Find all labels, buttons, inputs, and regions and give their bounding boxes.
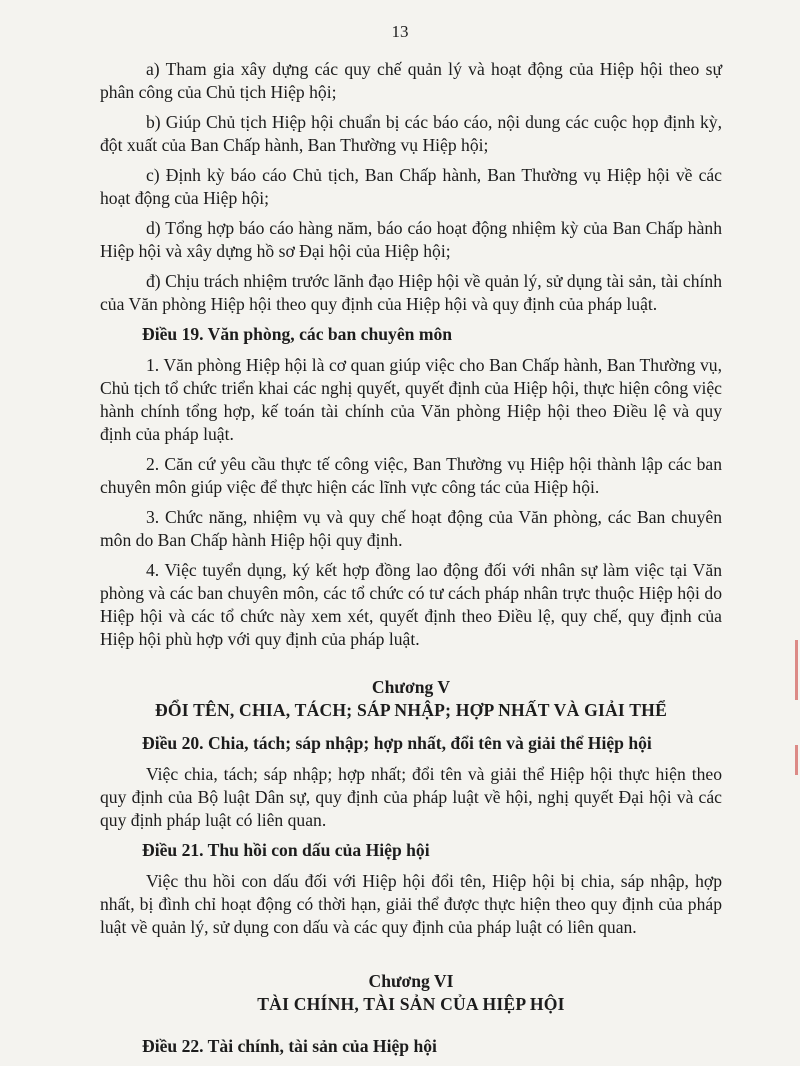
article-21-title: Điều 21. Thu hồi con dấu của Hiệp hội [142, 840, 430, 860]
scan-edge-mark [795, 640, 798, 700]
paragraph-18a: a) Tham gia xây dựng các quy chế quản lý và hoạt động của Hiệp hội theo sự phân công của Chủ tịch Hiệp hội; [100, 59, 722, 102]
article-19-clause-4: 4. Việc tuyển dụng, ký kết hợp đồng lao động đối với nhân sự làm việc tại Văn phòng và các ban chuyên môn, các tổ chức có tư cách pháp nhân trực thuộc Hiệp hội do Hiệp hội và các tổ chức này xem xét, quyết định theo Điều lệ, quy chế, quy định của Hiệp hội phù hợp với quy định của pháp luật. [100, 560, 722, 649]
paragraph-18b: b) Giúp Chủ tịch Hiệp hội chuẩn bị các báo cáo, nội dung các cuộc họp định kỳ, đột xuất của Ban Chấp hành, Ban Thường vụ Hiệp hội; [100, 112, 722, 155]
paragraph-18dd: đ) Chịu trách nhiệm trước lãnh đạo Hiệp hội về quản lý, sử dụng tài sản, tài chính của Văn phòng Hiệp hội theo quy định của Hiệp hội và quy định của pháp luật. [100, 271, 722, 314]
paragraph-18d: d) Tổng hợp báo cáo hàng năm, báo cáo hoạt động nhiệm kỳ của Ban Chấp hành Hiệp hội và xây dựng hồ sơ Đại hội của Hiệp hội; [100, 218, 722, 261]
chapter-6-label: Chương VI [368, 971, 454, 991]
article-19-clause-3: 3. Chức năng, nhiệm vụ và quy chế hoạt động của Văn phòng, các Ban chuyên môn do Ban Chấp hành Hiệp hội quy định. [100, 507, 722, 550]
document-body [100, 58, 722, 1066]
chapter-6-title: TÀI CHÍNH, TÀI SẢN CỦA HIỆP HỘI [257, 994, 565, 1014]
chapter-5-title: ĐỔI TÊN, CHIA, TÁCH; SÁP NHẬP; HỢP NHẤT VÀ GIẢI THỂ [154, 700, 668, 720]
article-22-title: Điều 22. Tài chính, tài sản của Hiệp hội [142, 1036, 437, 1056]
paragraph-18c: c) Định kỳ báo cáo Chủ tịch, Ban Chấp hành, Ban Thường vụ Hiệp hội về các hoạt động của Hiệp hội; [100, 165, 722, 208]
page-number: 13 [391, 22, 409, 41]
article-21-text: Việc thu hồi con dấu đối với Hiệp hội đổi tên, Hiệp hội bị chia, sáp nhập, hợp nhất, bị đình chỉ hoạt động có thời hạn, giải thể được thực hiện theo quy định của pháp luật về quản lý, sử dụng con dấu và các quy định của pháp luật có liên quan. [100, 871, 722, 937]
scan-edge-mark [795, 745, 798, 775]
chapter-5-label: Chương V [371, 677, 451, 697]
article-19-title: Điều 19. Văn phòng, các ban chuyên môn [142, 324, 453, 344]
article-19-clause-1: 1. Văn phòng Hiệp hội là cơ quan giúp việc cho Ban Chấp hành, Ban Thường vụ, Chủ tịch tổ chức triển khai các nghị quyết, quyết định của Hiệp hội, thực hiện công việc hành chính tổng hợp, kế toán tài chính của Văn phòng Hiệp hội theo Điều lệ và quy định của pháp luật. [100, 355, 722, 444]
article-19-clause-2: 2. Căn cứ yêu cầu thực tế công việc, Ban Thường vụ Hiệp hội thành lập các ban chuyên môn giúp việc để thực hiện các lĩnh vực công tác của Hiệp hội. [100, 454, 722, 497]
article-20-title: Điều 20. Chia, tách; sáp nhập; hợp nhất, đổi tên và giải thể Hiệp hội [142, 733, 652, 753]
article-20-text: Việc chia, tách; sáp nhập; hợp nhất; đổi tên và giải thể Hiệp hội thực hiện theo quy định của Bộ luật Dân sự, quy định của pháp luật về hội, nghị quyết Đại hội và các quy định pháp luật có liên quan. [100, 764, 722, 830]
